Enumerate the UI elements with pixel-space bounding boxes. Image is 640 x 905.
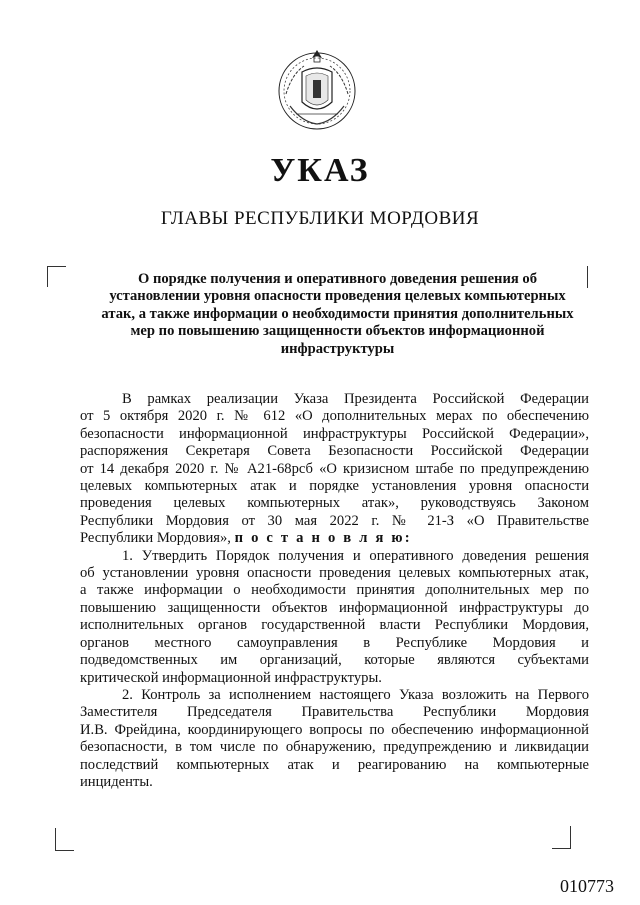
preamble-line: проведения целевых компьютерных атак», руководствуясь Законом [80, 495, 589, 512]
preamble-line: Республики Мордовия», [80, 530, 235, 547]
item-1-line: а также информации о необходимости принятия дополнительных мер по [80, 582, 589, 599]
coat-of-arms-emblem [272, 44, 362, 134]
serial-number: 010773 [560, 876, 614, 896]
item-2-line: Заместителя Председателя Правительства Республики Мордовия [80, 704, 589, 721]
decree-body [80, 391, 589, 791]
preamble-final-line [80, 530, 589, 547]
heading-line: инфраструктуры [280, 340, 395, 357]
preamble-line: безопасности информационной инфраструктуры Российской Федерации», [80, 425, 589, 442]
corner-mark-bottom-left [55, 828, 74, 851]
heading-line: установлении уровня опасности проведения целевых компьютерных [109, 288, 566, 305]
item-1-line: об установлении уровня опасности проведения целевых компьютерных атак, [80, 565, 589, 582]
item-2-line: 2. Контроль за исполнением настоящего Указа возложить на Первого [122, 686, 589, 703]
preamble-line: Республики Мордовия от 30 мая 2022 г. № 21-З «О Правительстве [80, 512, 589, 529]
item-2-line: безопасности, в том числе по обнаружению, предупреждению и ликвидации [80, 739, 589, 756]
item-1-line: 1. Утвердить Порядок получения и оперативного доведения решения [122, 547, 589, 564]
document-subtitle: ГЛАВЫ РЕСПУБЛИКИ МОРДОВИЯ [160, 208, 480, 229]
item-1-line: повышению защищенности объектов информационной инфраструктуры до [80, 599, 589, 616]
decree-heading [85, 271, 590, 358]
heading-line: атак, а также информации о необходимости принятия дополнительных [101, 305, 574, 322]
decree-word: п о с т а н о в л я ю: [234, 530, 412, 547]
preamble-line: В рамках реализации Указа Президента Российской Федерации [122, 391, 589, 407]
item-2-line: последствий компьютерных атак и реагированию на компьютерные [80, 756, 589, 773]
document-title: УКАЗ [270, 152, 370, 189]
item-2-line: инциденты. [80, 773, 153, 790]
preamble-line: от 5 октября 2020 г. № 612 «О дополнительных мерах по обеспечению [80, 408, 589, 425]
item-1-line: подведомственных им организаций, которые являются субъектами [80, 652, 589, 669]
corner-mark-bottom-right [552, 826, 571, 849]
heading-line: О порядке получения и оперативного доведения решения об [137, 271, 538, 287]
preamble-line: распоряжения Секретаря Совета Безопасности Российской Федерации [80, 443, 589, 460]
item-1-line: исполнительных органов государственной власти Республики Мордовия, [80, 617, 589, 634]
item-1-line: органов местного самоуправления в Республике Мордовия и [80, 634, 589, 651]
item-1-line: критической информационной инфраструктуры. [80, 669, 382, 686]
corner-mark-top-left [47, 266, 66, 287]
heading-line: мер по повышению защищенности объектов информационной [130, 323, 545, 340]
item-2-line: И.В. Фрейдина, координирующего вопросы по обеспечению информационной [80, 721, 589, 738]
preamble-line: от 14 декабря 2020 г. № А21-68рсб «О кризисном штабе по предупреждению [80, 460, 589, 477]
preamble-line: целевых компьютерных атак и порядке установления уровня опасности [80, 478, 589, 495]
